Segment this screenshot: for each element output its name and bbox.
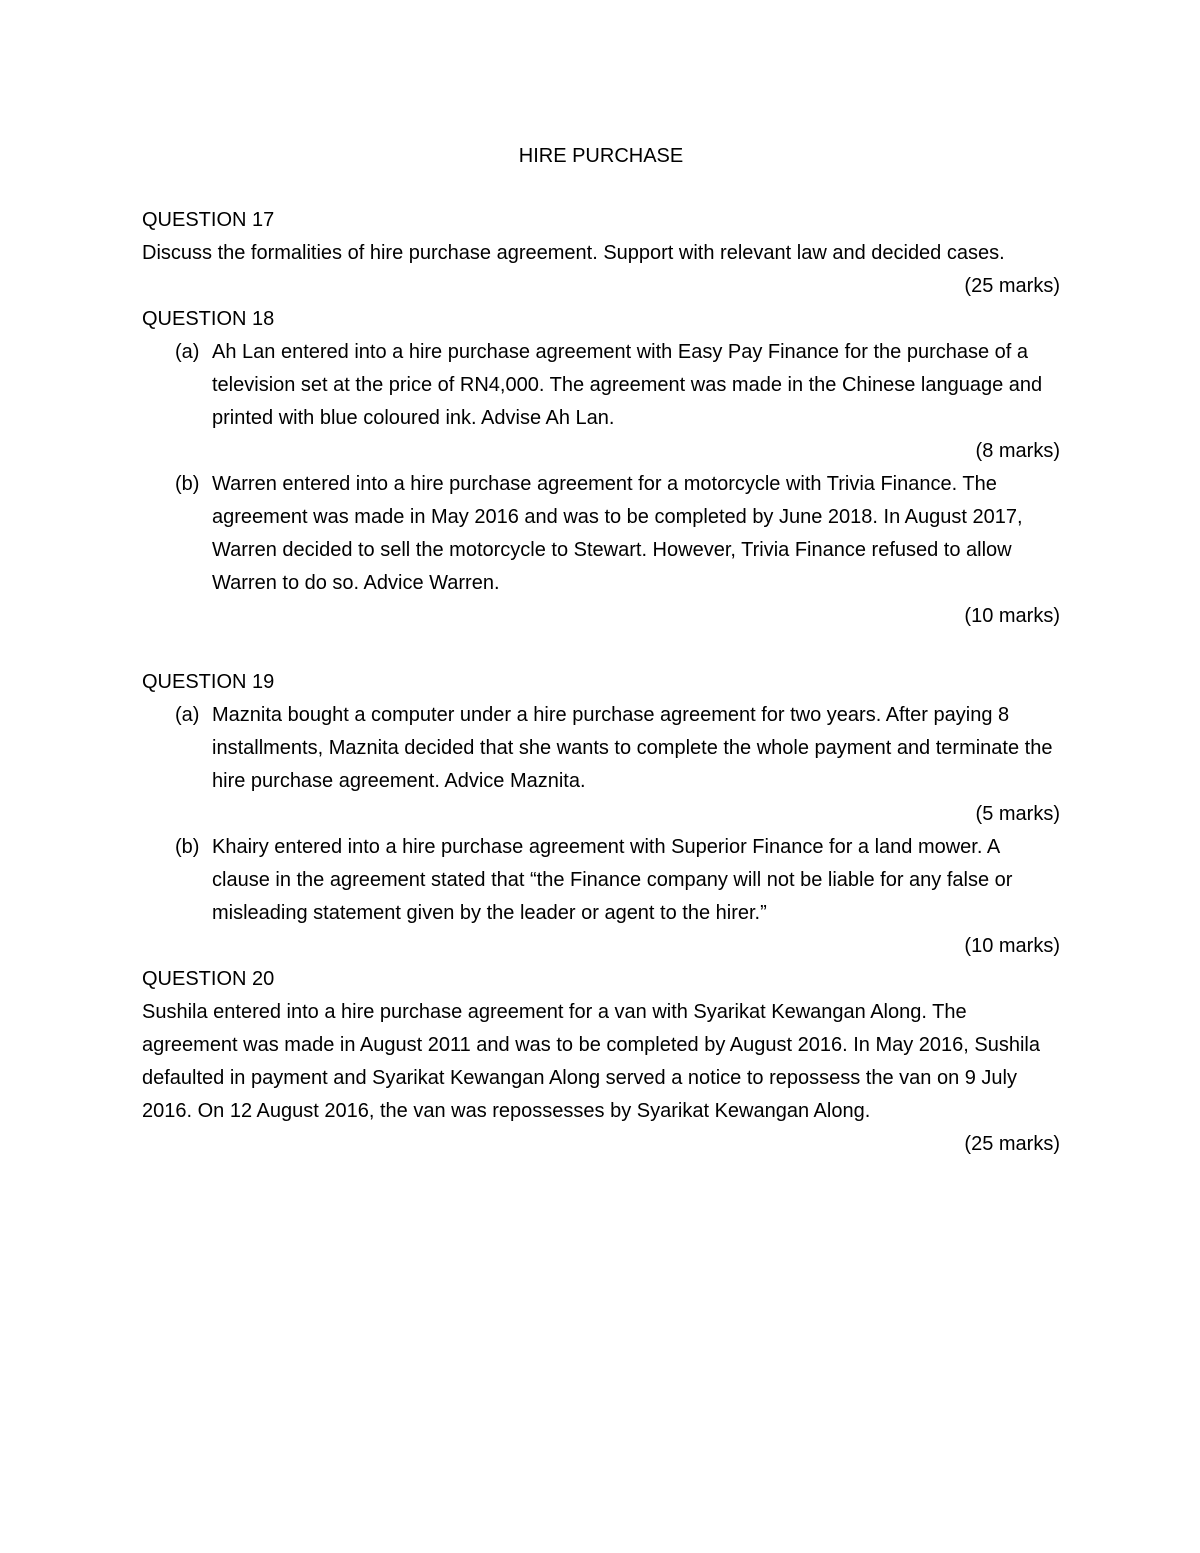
document-title: HIRE PURCHASE (518, 145, 684, 167)
question-20-marks: (25 marks) (964, 1133, 1060, 1155)
question-19b-label: (b) (175, 836, 200, 858)
document-content (142, 140, 1060, 1161)
question-17 (142, 204, 1060, 303)
question-18-heading: QUESTION 18 (142, 308, 275, 330)
question-19a-label: (a) (175, 704, 200, 726)
question-19a (142, 699, 1060, 798)
question-19-heading: QUESTION 19 (142, 671, 275, 693)
question-20-heading: QUESTION 20 (142, 968, 275, 990)
question-19 (142, 666, 1060, 963)
question-17-text: Discuss the formalities of hire purchase agreement. Support with relevant law and decided cases. (142, 242, 1005, 264)
question-18a-marks: (8 marks) (975, 440, 1060, 462)
question-18b-text: Warren entered into a hire purchase agreement for a motorcycle with Trivia Finance. The agreement was made in May 2016 and was to be completed by June 2018. In August 2017, Warren decided to sell the motorcycle to Stewart. However, Trivia Finance refused to allow Warren to do so. Advice Warren. (212, 473, 1023, 594)
question-17-heading: QUESTION 17 (142, 209, 275, 231)
spacer (142, 633, 1060, 666)
question-19a-text: Maznita bought a computer under a hire purchase agreement for two years. After paying 8 installments, Maznita decided that she wants to complete the whole payment and terminate the hire purchase agreement. Advice Maznita. (212, 704, 1053, 792)
question-20-text: Sushila entered into a hire purchase agreement for a van with Syarikat Kewangan Along. The agreement was made in August 2011 and was to be completed by August 2016. In May 2016, Sushila defaulted in payment and Syarikat Kewangan Along served a notice to repossess the van on 9 July 2016. On 12 August 2016, the van was repossesses by Syarikat Kewangan Along. (142, 1001, 1040, 1122)
question-18a-label: (a) (175, 341, 200, 363)
question-19b (142, 831, 1060, 930)
question-18b-marks: (10 marks) (964, 605, 1060, 627)
question-18a-text: Ah Lan entered into a hire purchase agreement with Easy Pay Finance for the purchase of a television set at the price of RN4,000. The agreement was made in the Chinese language and printed with blue coloured ink. Advise Ah Lan. (212, 341, 1043, 429)
question-18a (142, 336, 1060, 435)
question-19a-marks: (5 marks) (975, 803, 1060, 825)
question-20 (142, 963, 1060, 1161)
question-19b-text: Khairy entered into a hire purchase agreement with Superior Finance for a land mower. A clause in the agreement stated that “the Finance company will not be liable for any false or misleading statement given by the leader or agent to the hirer.” (212, 836, 1013, 924)
question-18b (142, 468, 1060, 600)
question-18 (142, 303, 1060, 633)
question-17-marks: (25 marks) (964, 275, 1060, 297)
question-19b-marks: (10 marks) (964, 935, 1060, 957)
question-18b-label: (b) (175, 473, 200, 495)
